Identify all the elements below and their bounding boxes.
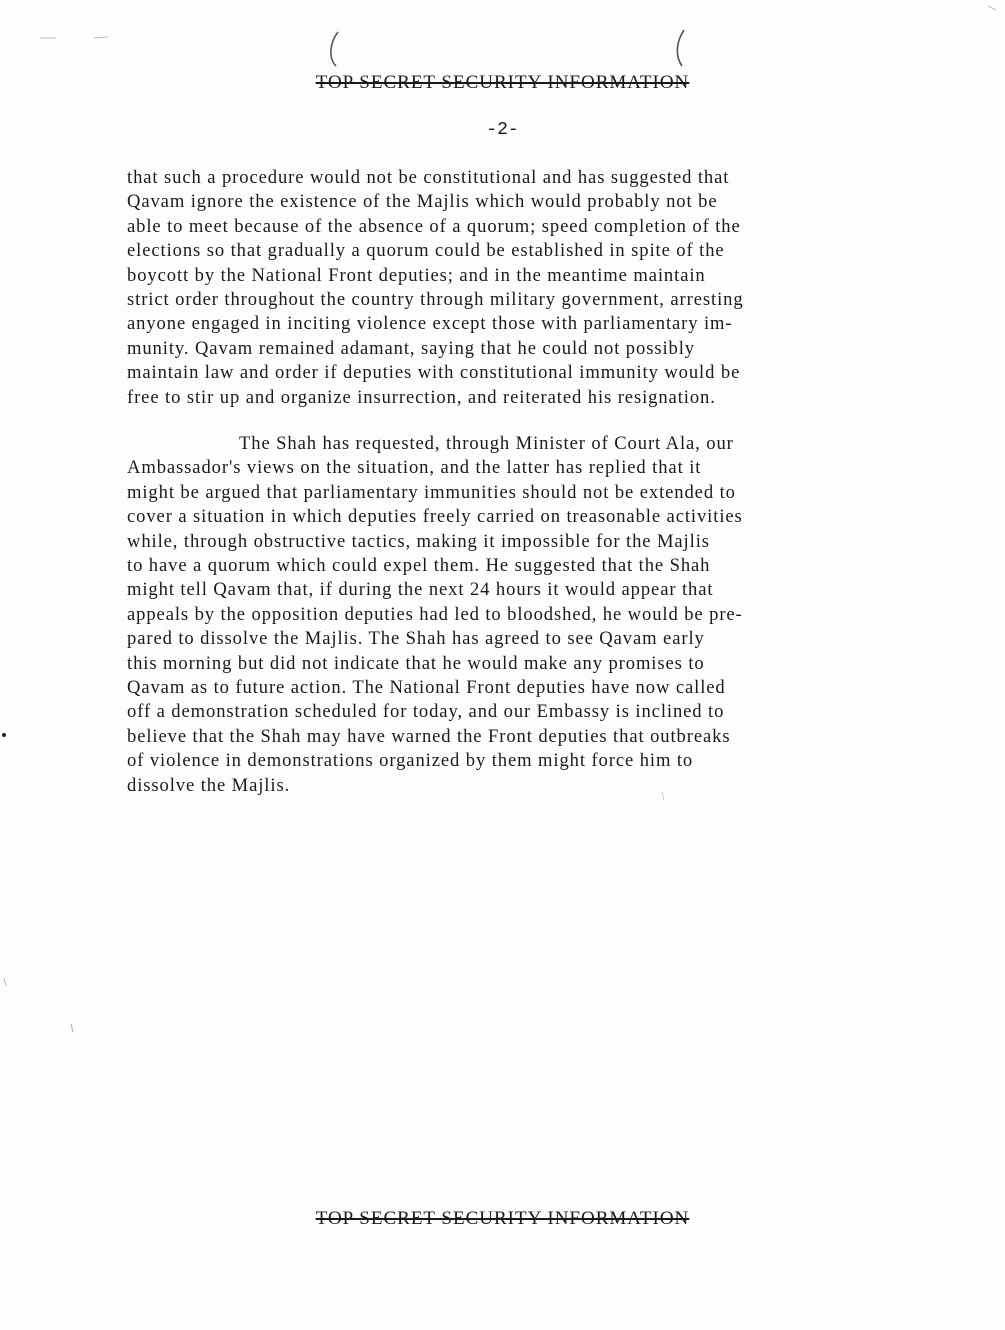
paragraph-2 [127,432,947,798]
paragraph-line: strict order throughout the country through military government, arresting [127,289,744,311]
punch-mark-left [331,32,338,66]
paragraph-line: might be argued that parliamentary immunities should not be extended to [127,481,736,503]
paragraph-line: free to stir up and organize insurrection, and reiterated his resignation. [127,386,716,408]
paragraph-line: elections so that gradually a quorum could be established in spite of the [127,240,725,262]
paragraph-line: believe that the Shah may have warned the Front deputies that outbreaks [127,725,731,747]
scan-speck [71,1024,73,1032]
paragraph-line: of violence in demonstrations organized by them might force him to [127,750,694,772]
paragraph-1 [127,166,947,410]
paragraph-line: that such a procedure would not be constitutional and has suggested that [127,167,730,188]
paragraph-line: Ambassador's views on the situation, and the latter has replied that it [127,457,702,479]
paragraph-line: appeals by the opposition deputies had led to bloodshed, he would be pre- [127,603,743,625]
paragraph-line: might tell Qavam that, if during the next 24 hours it would appear that [127,579,714,601]
paragraph-line: cover a situation in which deputies freely carried on treasonable activities [127,506,743,528]
page-number: -2- [486,120,519,140]
paragraph-line: to have a quorum which could expel them. He suggested that the Shah [127,555,711,577]
paragraph-line: Qavam ignore the existence of the Majlis which would probably not be [127,191,718,213]
paragraph-line: The Shah has requested, through Minister of Court Ala, our [239,433,734,454]
paragraph-line: this morning but did not indicate that he would make any promises to [127,652,705,674]
footer-classification: TOP SECRET SECURITY INFORMATION [315,1208,690,1229]
header-classification: TOP SECRET SECURITY INFORMATION [315,72,690,93]
paragraph-line: dissolve the Majlis. [127,774,291,796]
paragraph-line: boycott by the National Front deputies; and in the meantime maintain [127,264,706,286]
paragraph-line: munity. Qavam remained adamant, saying that he could not possibly [127,337,695,359]
paragraph-line: while, through obstructive tactics, making it impossible for the Majlis [127,530,710,552]
paragraph-line: able to meet because of the absence of a quorum; speed completion of the [127,215,741,237]
paragraph-line: Qavam as to future action. The National Front deputies have now called [127,677,726,699]
paragraph-line: off a demonstration scheduled for today, and our Embassy is inclined to [127,701,725,723]
scan-speck [94,37,108,38]
punch-mark-right [677,30,684,66]
scan-speck [2,733,6,737]
paragraph-line: pared to dissolve the Majlis. The Shah has agreed to see Qavam early [127,628,705,650]
scan-speck [988,6,996,10]
paragraph-line: anyone engaged in inciting violence except those with parliamentary im- [127,313,733,335]
paragraph-line: maintain law and order if deputies with constitutional immunity would be [127,362,741,384]
scan-speck [4,978,6,986]
